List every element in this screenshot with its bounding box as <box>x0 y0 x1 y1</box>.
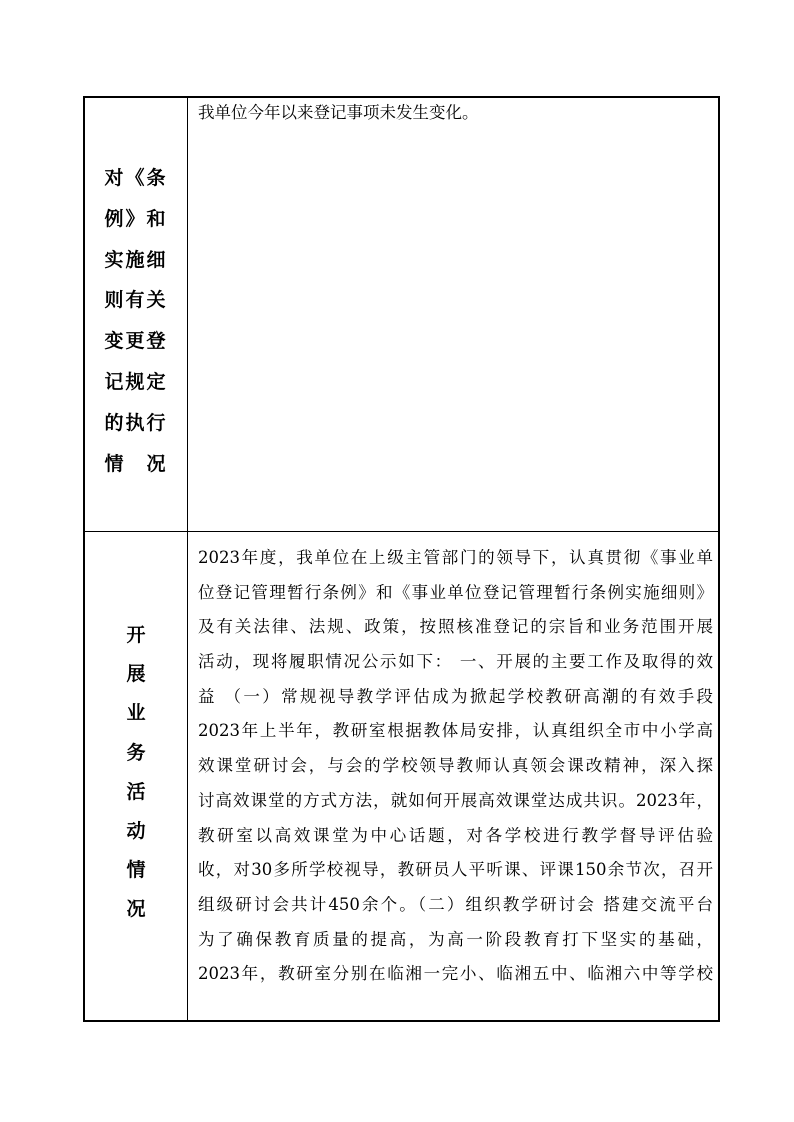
label-char: 况 <box>126 898 146 921</box>
row-label <box>85 616 187 930</box>
table-row-registration-changes <box>85 98 718 532</box>
text-line: 效课堂研讨会，与会的学校领导教师认真领会课改精神，深入探 <box>198 756 713 776</box>
text-line: 2023年，教研室分别在临湘一完小、临湘五中、临湘六中等学校 <box>198 964 713 984</box>
text-line: 讨高效课堂的方式方法，就如何开展高效课堂达成共识。2023年， <box>198 790 713 810</box>
label-line: 情 况 <box>104 452 168 475</box>
text-line: 位登记管理暂行条例》和《事业单位登记管理暂行条例实施细则》 <box>198 582 713 602</box>
text-line: 及有关法律、法规、政策，按照核准登记的宗旨和业务范围开展 <box>198 617 713 637</box>
row-label-cell <box>85 98 188 531</box>
text-line: 教研室以高效课堂为中心话题，对各学校进行教学督导评估验 <box>198 825 713 845</box>
text-line: 益 （一）常规视导教学评估成为掀起学校教研高潮的有效手段 <box>198 686 713 706</box>
label-line: 对《条 <box>104 167 168 189</box>
label-char: 展 <box>126 663 146 686</box>
row-label <box>85 158 187 484</box>
row-content-cell <box>188 532 718 1020</box>
registration-changes-text: 我单位今年以来登记事项未发生变化。 <box>198 103 479 122</box>
label-char: 活 <box>126 780 146 803</box>
label-char: 业 <box>126 702 146 725</box>
label-line: 实施细 <box>104 248 168 271</box>
info-table <box>83 96 720 1022</box>
text-line: 组级研讨会共计450余个。（二）组织教学研讨会 搭建交流平台 <box>198 894 713 914</box>
text-line: 收，对30多所学校视导，教研员人平听课、评课150余节次，召开 <box>198 860 713 880</box>
label-char: 务 <box>126 741 146 764</box>
business-activities-text <box>198 541 713 992</box>
label-char: 动 <box>126 819 146 842</box>
label-line: 记规定 <box>104 370 168 393</box>
text-line: 为了确保教育质量的提高，为高一阶段教育打下坚实的基础， <box>198 929 713 949</box>
label-line: 变更登 <box>104 330 168 353</box>
text-line: 活动，现将履职情况公示如下： 一、开展的主要工作及取得的效 <box>198 652 713 672</box>
row-label-cell <box>85 532 188 1020</box>
label-line: 则有关 <box>104 289 168 312</box>
label-line: 的执行 <box>104 411 168 434</box>
label-char: 开 <box>126 624 146 646</box>
label-line: 例》和 <box>104 207 168 230</box>
text-line: 2023年度，我单位在上级主管部门的领导下，认真贯彻《事业单 <box>198 548 713 567</box>
label-char: 情 <box>126 859 146 882</box>
text-line: 2023年上半年，教研室根据教体局安排，认真组织全市中小学高 <box>198 721 713 741</box>
table-row-business-activities <box>85 532 718 1020</box>
row-content-cell <box>188 98 718 531</box>
